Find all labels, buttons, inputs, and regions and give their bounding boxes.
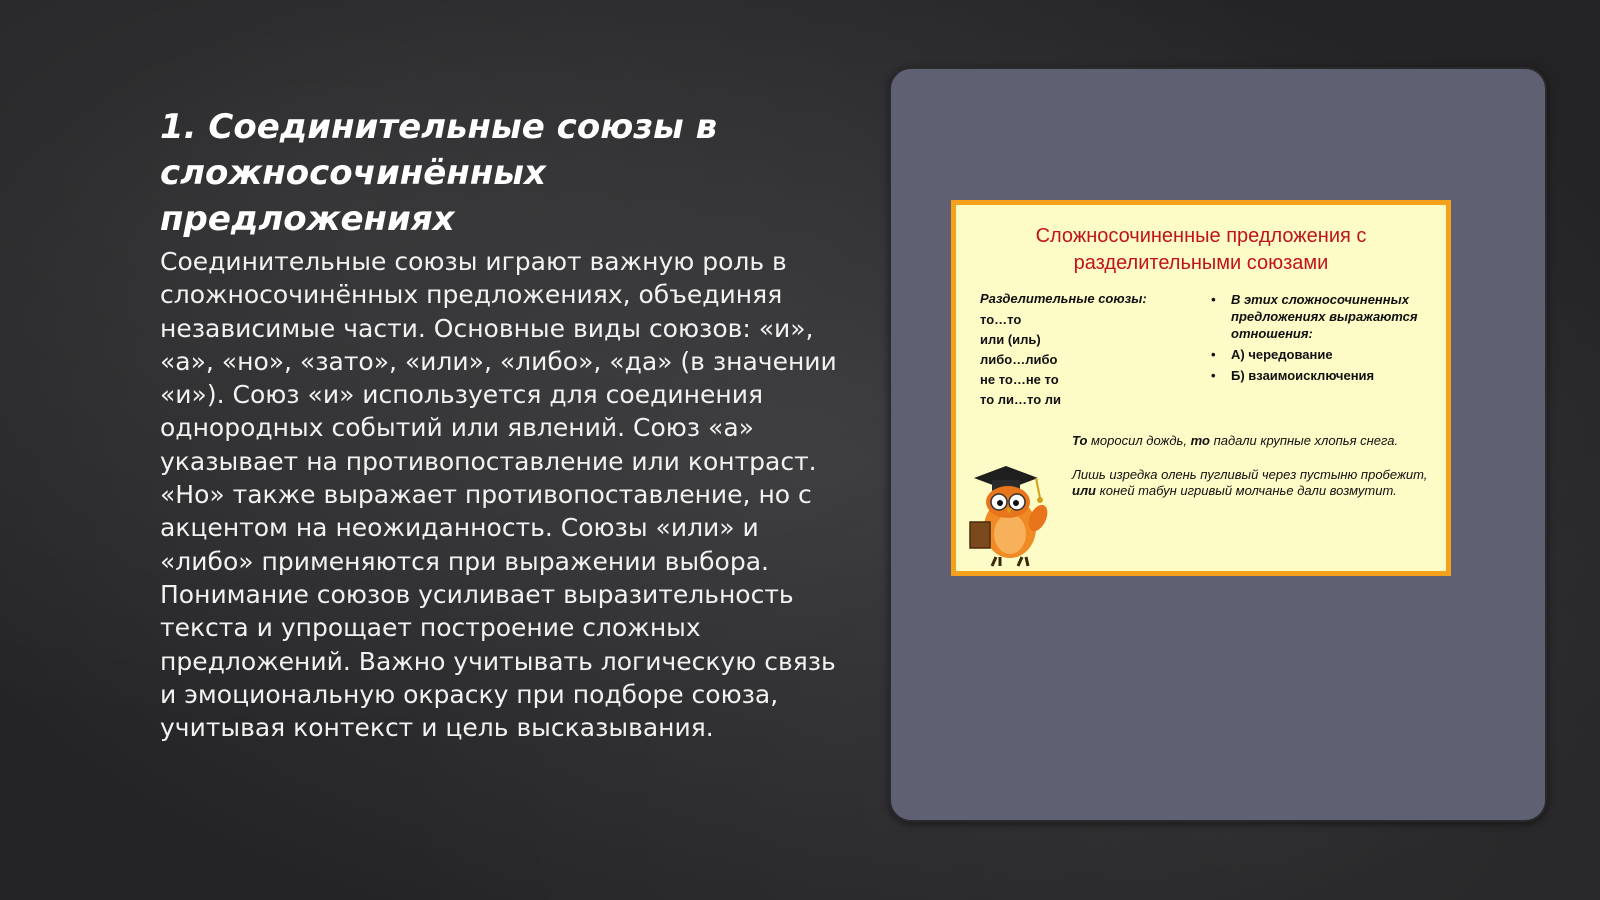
slide-title: 1. Соединительные союзы в сложносочинённых предложениях bbox=[160, 107, 718, 239]
owl-scholar-icon bbox=[966, 460, 1061, 570]
example-keyword: То bbox=[1072, 433, 1088, 448]
relations-bullet: • А) чередование bbox=[1211, 346, 1436, 363]
relations-bullet: • Б) взаимоисключения bbox=[1211, 367, 1436, 384]
embedded-slide-image bbox=[951, 200, 1451, 576]
conjunction-list-header: Разделительные союзы: bbox=[980, 291, 1147, 306]
conjunction-item: либо…либо bbox=[980, 352, 1058, 367]
conjunction-item: не то…не то bbox=[980, 372, 1059, 387]
body-paragraph: Соединительные союзы играют важную роль в сложносочинённых предложениях, объединяя независимые части. Основные виды союзов: «и», «а», «но», «зато», «или», «либо», «да» (в значении «и»). Союз «и» используется для соединения однородных событий или явлений. Союз «а» указывает на противопоставление или контраст. «Но» также выражает противопоставление, но с акцентом на неожиданность. Союзы «или» и «либо» применяются при выражении выбора. Понимание союзов усиливает выразительность текста и упрощает построение сложных предложений. Важно учитывать логическую связь и эмоциональную окраску при подборе союза, учитывая контекст и цель высказывания. bbox=[160, 247, 837, 743]
relations-list bbox=[1211, 291, 1436, 388]
example-keyword: то bbox=[1190, 433, 1210, 448]
example-text: Лишь изредка олень пугливый через пустыню пробежит, bbox=[1072, 467, 1428, 482]
example-sentence-1 bbox=[1072, 433, 1432, 448]
conjunction-list bbox=[980, 291, 1180, 410]
conjunction-item: или (иль) bbox=[980, 332, 1041, 347]
example-keyword: или bbox=[1072, 483, 1096, 498]
conjunction-item: то…то bbox=[980, 312, 1022, 327]
conjunction-item: то ли…то ли bbox=[980, 392, 1061, 407]
example-text: коней табун игривый молчанье дали возмутит. bbox=[1095, 483, 1397, 498]
relations-bullet: • В этих сложносочиненных предложениях выражаются отношения: bbox=[1211, 291, 1436, 342]
embedded-slide-title: Сложносочиненные предложения с разделительными союзами bbox=[1035, 225, 1367, 274]
example-text: падали крупные хлопья снега. bbox=[1209, 433, 1399, 448]
example-text: моросил дождь, bbox=[1087, 433, 1191, 448]
example-sentence-2 bbox=[1072, 467, 1432, 499]
